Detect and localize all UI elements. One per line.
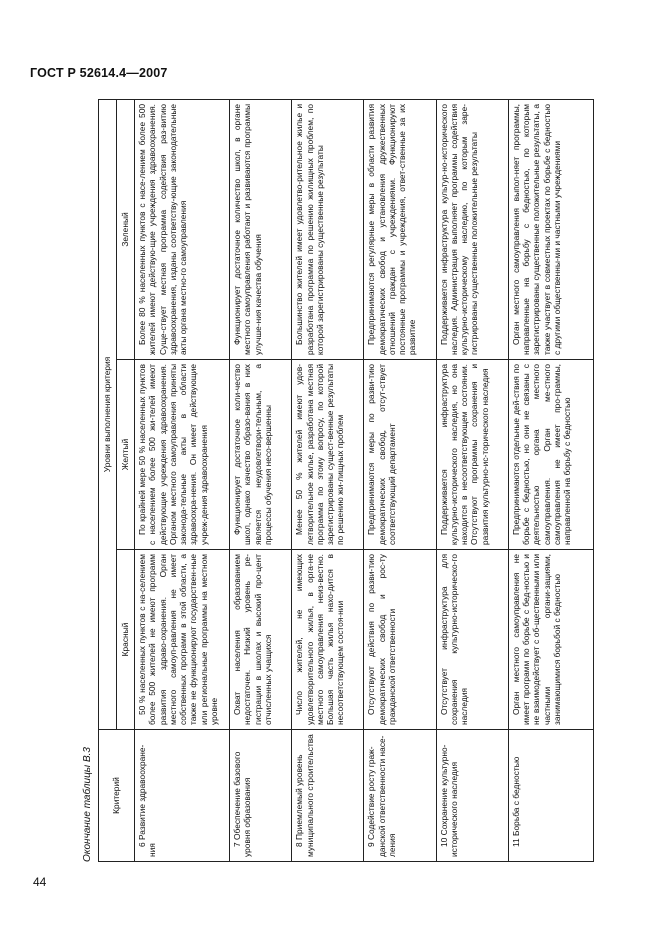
yellow-cell: По крайней мере 50 % населенных пунктов с населением более 500 жи-телей имеют действующие учреждения здравоохранения. Органом местного самоуправления приняты законода-тельные акты в области здравоохра-нения. Он имеет действующие учреж-дения здравоохранения	[135, 360, 230, 550]
red-cell: Отсутствует инфраструктура для сохранения культурно-историческо-го наследия	[436, 550, 508, 730]
page-number: 44	[33, 875, 47, 889]
criterion-cell: 6 Развитие здравоохране-ния	[135, 730, 230, 862]
landscape-page	[84, 100, 596, 862]
green-cell: Предпринимаются регулярные меры в области развития демократических свобод и установления дружественных отношений граждан с учреждениями. Функционируют постоянные программы и учреждения, ответ-ственные за их развитие	[364, 99, 436, 359]
header-levels: Уровни выполнения критерия	[99, 99, 117, 729]
green-cell: Поддерживается инфраструктура культур-но-исторического наследия. Администрация выполняет программы содействия культурно-историческому наследию, по которым заре-гистрированы существенные положительные результаты	[436, 99, 508, 359]
yellow-cell: Функционирует достаточное коли-чество школ, однако качество образо-вания в них является неудовлетвори-тельным, а процессы обучения несо-вершенны	[230, 360, 292, 550]
criterion-cell: 9 Содействие росту граж-данской ответственности насе-ления	[364, 730, 436, 862]
table-row	[230, 99, 292, 861]
criterion-cell: 8 Приемлемый уровень муниципального строительства	[292, 730, 364, 862]
red-cell: 50 % населенных пунктов с на-селением более 500 жителей не имеют программ развития здраво-охранения. Орган местного самоуп-равления не имеет собственных программ в этой области, а также не функционируют государствен-ные или региональные программы на местном уровне	[135, 550, 230, 730]
criterion-cell: 11 Борьба с бедностью	[508, 730, 593, 862]
document-header: ГОСТ Р 52614.4—2007	[30, 66, 168, 80]
rotated-table-area	[84, 100, 596, 862]
green-cell: Орган местного самоуправления выпол-няет программы, направленные на борьбу с бедностью, по которым зарегистрированы существенные положительные результаты, а также участвует в совместных проектах по борьбе с бедностью с другими общественны-ми и частными учреждениями	[508, 99, 593, 359]
yellow-cell: Поддерживается инфраструктура культурно-исторического наследия, но она находится в несоответствующем состоянии. Отсутствуют программы сохранения и развития культурно-ис-торического наследия	[436, 360, 508, 550]
yellow-cell: Предпринимаются меры по разви-тию демократических свобод, отсут-ствует соответствующий департамент	[364, 360, 436, 550]
green-cell: Функционирует достаточное количество школ, в органе местного самоуправления работают и развиваются программы улучше-ния качества обучения	[230, 99, 292, 359]
criterion-cell: 7 Обеспечение базового уровня образования	[230, 730, 292, 862]
green-cell: Более 80 % населенных пунктов с насе-лением более 500 жителей имеют действую-щие учреждения здравоохранения. Суще-ствует местная программа содействия раз-витию здравоохранения, изданы соответству-ющие законодательные акты органа местно-го самоуправления	[135, 99, 230, 359]
table-row	[364, 99, 436, 861]
header-criterion: Критерий	[99, 730, 135, 862]
yellow-cell: Менее 50 % жителей имеют удов-летворительное жилье, разработана местная программа по этому вопросу, по которой зарегистрированы сущест-венные результаты по решению жи-лищных проблем	[292, 360, 364, 550]
header-green: Зеленый	[117, 99, 135, 359]
red-cell: Охват населения образованием недостаточен. Низкий уровень ре-гистрации в школах и высокий про-цент отчисленных учащихся	[230, 550, 292, 730]
table-caption: Окончание таблицы В.3	[82, 747, 93, 862]
yellow-cell: Предпринимаются отдельные дей-ствия по борьбе с бедностью, но они не связаны с деятельностью органа местного самоуправления. Орган ме-стного самоуправления не имеет про-граммы, направленной на борьбу с бедностью	[508, 360, 593, 550]
criteria-table	[98, 99, 594, 862]
header-red: Красный	[117, 550, 135, 730]
red-cell: Орган местного самоуправления не имеет программ по борьбе с бед-ностью и не взаимодействует с об-щественными или частными органи-зациями, занимающимися борьбой с бедностью	[508, 550, 593, 730]
criterion-cell: 10 Сохранение культурно-исторического наследия	[436, 730, 508, 862]
table-row	[436, 99, 508, 861]
red-cell: Отсутствуют действия по разви-тию демократических свобод и рос-ту гражданской ответственности	[364, 550, 436, 730]
table-row	[292, 99, 364, 861]
table-row	[508, 99, 593, 861]
header-yellow: Желтый	[117, 360, 135, 550]
green-cell: Большинство жителей имеет удовлетво-рительное жилье и разработана программа по решению жилищных проблем, по которой зарегистрированы существенные результаты	[292, 99, 364, 359]
table-row	[135, 99, 230, 861]
red-cell: Число жителей, не имеющих удовлетворительного жилья, в орга-не местного самоуправления неиз-вестно. Большая часть жилья нахо-дится в несоответствующем состоя-нии	[292, 550, 364, 730]
